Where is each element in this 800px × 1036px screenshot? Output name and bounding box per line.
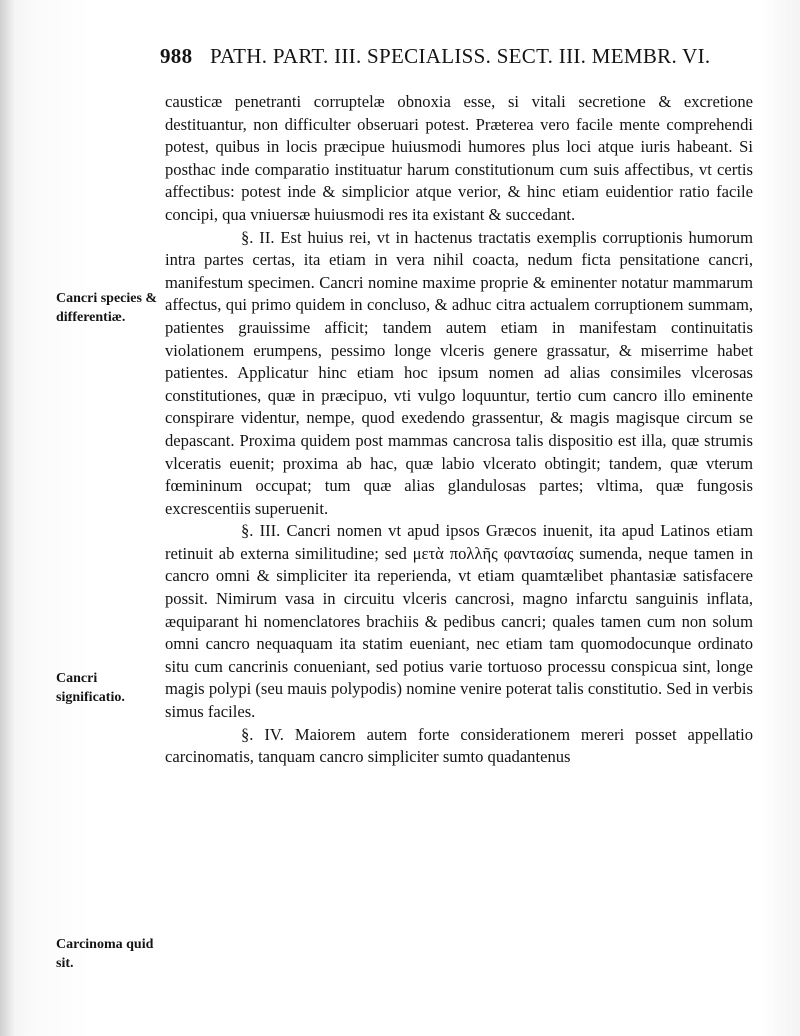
- page-gutter-shadow: [0, 0, 14, 1036]
- margin-note-carcinoma: Carcinoma quid sit.: [56, 937, 154, 971]
- paragraph-section-2: §. II. Est huius rei, vt in hactenus tractatis exemplis corruptionis humorum intra partes certas, ita etiam in vera nihil coacta, nedum ficta pensitatione cancri, manifestum specimen. Cancri nomine maxime proprie & eminenter notatur mammarum affectus, qui primo quidem in concluso, & adhuc citra actualem corruptionem summam, patientes grauissime afficit; tandem autem etiam in manifestam continuitatis violationem erumpens, pessimo longe vlceris genere grassatur, & miserrime habet patientes. Applicatur hinc etiam hoc ipsum nomen ad alias consimiles vlcerosas constitutiones, quæ in præcipuo, vti vulgo loquuntur, tertio cum cancro illo eminente conspirare videntur, nempe, quod exedendo grassentur, & magis magisque circum se depascant. Proxima quidem post mammas cancrosa talis dispositio est illa, quæ strumis vlceratis euenit; proxima ab hac, quæ labio vlcerato obtingit; tandem, quæ vterum fœmininum occupat; tum quæ alias glandulosas partes; vltima, quæ fungosis excrescentiis superuenit.: [165, 227, 753, 518]
- running-header: [160, 44, 760, 84]
- margin-note-cancri-significatio: Cancri significatio.: [56, 671, 125, 705]
- margin-note-cancri-species: Cancri species & differentiæ.: [56, 291, 158, 325]
- main-text-column: [165, 91, 753, 769]
- page-number: 988: [160, 44, 193, 68]
- paragraph-continuation: causticæ penetranti corruptelæ obnoxia esse, si vitali secretione & excretione destituantur, non difficulter obseruari potest. Præterea vero facile mente comprehendi potest, quibus in locis præcipue huiusmodi humores plus loci atque iuris habeant. Si posthac inde comparatio instituatur harum constitutionum cum suis affectibus, vt certis affectibus: potest inde & simplicior atque verior, & hinc etiam euidentior ratio facile concipi, qua vniuersæ huiusmodi res ita existant & succedant.: [165, 92, 753, 224]
- running-title: PATH. PART. III. SPECIALISS. SECT. III. MEMBR. VI.: [209, 44, 711, 68]
- paragraph-section-4: §. IV. Maiorem autem forte considerationem mereri posset appellatio carcinomatis, tanquam cancro simpliciter sumto quadantenus: [165, 724, 753, 767]
- paragraph-section-3: §. III. Cancri nomen vt apud ipsos Græcos inuenit, ita apud Latinos etiam retinuit ab externa similitudine; sed μετὰ πολλῆς φαντασίας sumenda, neque tamen in cancro omni & simpliciter ita reperienda, vt etiam quamtælibet phantasiæ satisfacere possit. Nimirum vasa in circuitu vlceris cancrosi, magno infarctu sanguinis inflata, æquiparant hi nomenclatores brachiis & pedibus cancri; quales tamen cum non solum omni cancro nequaquam ita statim eueniant, nec etiam tam quomodocunque ordinato situ cum cancrinis conueniant, sed potius varie tortuoso processu conspicua sint, longe magis polypi (seu mauis polypodis) nomine venire poterat talis constitutio. Sed in verbis simus faciles.: [165, 521, 753, 722]
